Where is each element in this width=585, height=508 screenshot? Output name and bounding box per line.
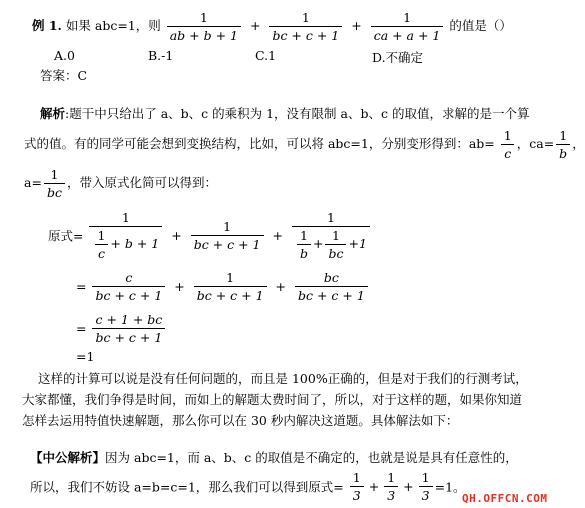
step2-term-2: $\frac{1}{bc + c + 1}$	[194, 270, 267, 303]
derivation-step-4: =1	[76, 349, 95, 364]
example-question: 例 1. 如果 abc=1，则 $\frac{1}{ab + b + 1}$ + $\frac{1}{bc + c + 1}$ + $\frac{1}{ca + a + 1}$ 的值是（）	[32, 10, 512, 43]
comment-line-3: 怎样去运用特值快速解题，那么你可以在 30 秒内解决这道题。具体解法如下：	[22, 413, 459, 428]
answer: 答案：C	[40, 68, 88, 83]
analysis-line-3: a= $\frac{1}{bc}$ ，带入原式化简可以得到：	[24, 167, 217, 200]
frac-1-over-c: $\frac{1}{c}$	[501, 128, 515, 161]
option-d: D.不确定	[372, 50, 424, 65]
analysis-label: 解析	[40, 106, 66, 121]
option-b: B.-1	[148, 48, 174, 63]
analysis-line-2: 式的值。有的同学可能会想到变换结构，比如，可以将 abc=1，分别变形得到：ab= $\frac{1}{c}$ ，ca= $\frac{1}{b}$ ，	[24, 128, 585, 161]
zg-line-2: 所以，我们不妨设 a=b=c=1，那么我们可以得到原式= $\frac{1}{3}$ + $\frac{1}{3}$ + $\frac{1}{3}$ =1。	[30, 470, 466, 503]
step1-term-3: 1 $\frac{1}{b}$ + $\frac{1}{bc}$ +1	[292, 210, 370, 261]
zg-frac-3: $\frac{1}{3}$	[419, 470, 433, 503]
step1-term-1: 1 $\frac{1}{c}$ + b + 1	[89, 210, 162, 261]
frac-1-over-bc: $\frac{1}{bc}$	[44, 167, 65, 200]
derivation-step-2: = $\frac{c}{bc + c + 1}$ + $\frac{1}{bc + c + 1}$ + $\frac{bc}{bc + c + 1}$	[76, 270, 370, 303]
orig-label: 原式=	[48, 228, 84, 244]
derivation-step-3: = $\frac{c + 1 + bc}{bc + c + 1}$	[76, 312, 167, 345]
zg-frac-2: $\frac{1}{3}$	[384, 470, 398, 503]
derivation-step-1: 原式= 1 $\frac{1}{c}$ + b + 1 + $\frac{1}{bc + c + 1}$ + 1 $\frac{1}{b}$ + $\frac{1}{bc}$ +1	[48, 210, 372, 261]
step1-term-2: $\frac{1}{bc + c + 1}$	[191, 219, 264, 252]
comment-line-1: 这样的计算可以说是没有任何问题的，而且是 100%正确的，但是对于我们的行测考试，	[38, 371, 528, 386]
example-term-3: $\frac{1}{ca + a + 1}$	[371, 10, 444, 43]
zg-line-1: 【中公解析】因为 abc=1，而 a、b、c 的取值是不确定的，也就是说是具有任意性的，	[30, 450, 518, 465]
example-term-2: $\frac{1}{bc + c + 1}$	[269, 10, 342, 43]
step2-term-3: $\frac{bc}{bc + c + 1}$	[295, 270, 368, 303]
step2-term-1: $\frac{c}{bc + c + 1}$	[92, 270, 165, 303]
example-term-1: $\frac{1}{ab + b + 1}$	[167, 10, 241, 43]
analysis-line-1: 解析:题干中只给出了 a、b、c 的乘积为 1，没有限制 a、b、c 的取值，求解的是一个算	[40, 106, 530, 121]
example-stem-pre: 如果 abc=1，则	[65, 18, 161, 33]
watermark: QH.OFFCN.COM	[462, 492, 548, 505]
step3-fraction: $\frac{c + 1 + bc}{bc + c + 1}$	[92, 312, 165, 345]
example-stem-post: 的值是（）	[449, 18, 512, 33]
option-a: A.0	[54, 48, 75, 63]
option-c: C.1	[255, 48, 277, 63]
example-label: 例 1.	[32, 18, 62, 33]
zg-frac-1: $\frac{1}{3}$	[350, 470, 364, 503]
comment-line-2: 大家都懂，我们争得是时间，而如上的解题太费时间了，所以，对于这样的题，如果你知道	[22, 392, 523, 407]
zg-label: 【中公解析】	[30, 450, 106, 465]
frac-1-over-b: $\frac{1}{b}$	[556, 128, 570, 161]
